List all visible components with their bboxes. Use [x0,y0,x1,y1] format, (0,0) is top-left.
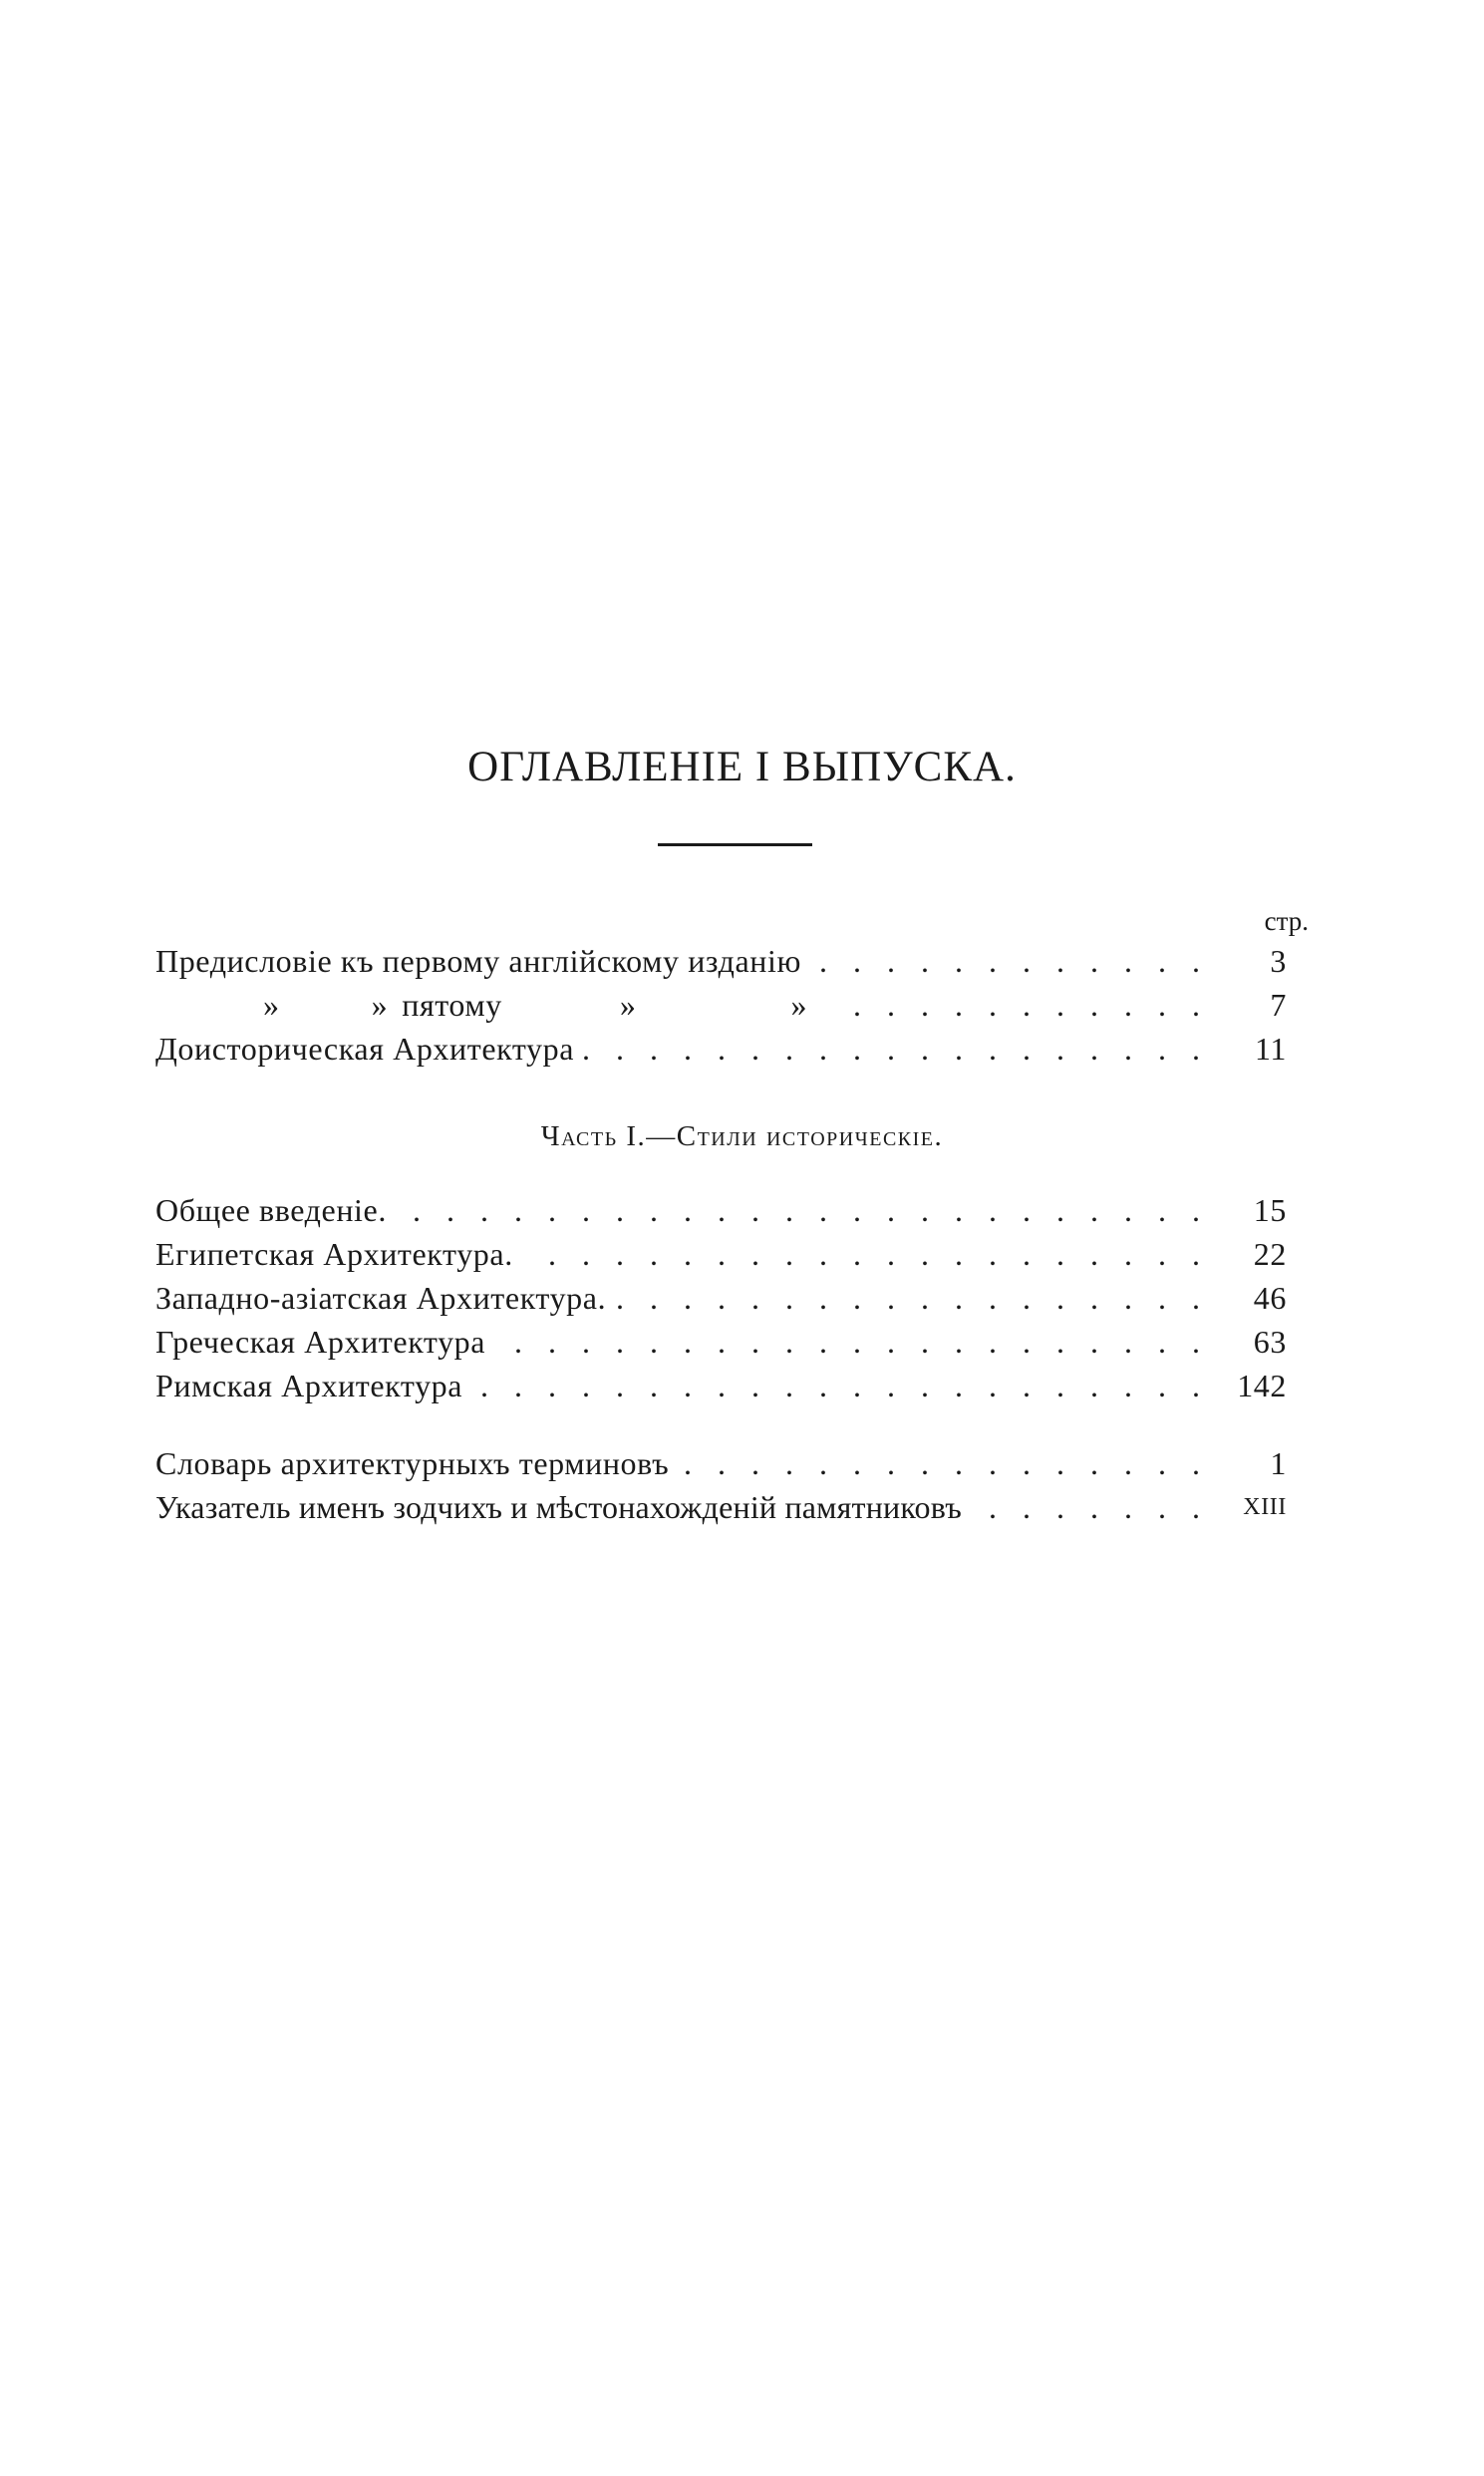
page-title: ОГЛАВЛЕНІЕ I ВЫПУСКА. [467,744,1017,790]
toc-entry-label: Римская Архитектура [155,1368,463,1403]
toc-entry [155,1318,1309,1362]
dot-leader [584,1029,1209,1069]
ditto-mark: » [790,987,808,1023]
dot-leader [495,1322,1209,1362]
toc-entry-label [155,985,807,1025]
toc-entry [155,981,1309,1025]
toc-entry-label: Словарь архитектурныхъ терминовъ [155,1445,670,1481]
toc-entry-page: 63 [1253,1324,1287,1360]
dot-leader [397,1190,1209,1230]
part-heading [0,1118,1484,1154]
part-heading-text: Часть I.—Стили историческіе. [540,1120,944,1152]
toc-entry-page: 46 [1253,1280,1287,1316]
toc-entry-label: Предисловіе къ первому англійскому изданію [155,943,801,979]
toc-entry [155,1483,1309,1527]
toc-entry-page: 15 [1253,1192,1287,1228]
toc-entry [155,1439,1309,1483]
toc-entry-label: Греческая Архитектура [155,1324,486,1360]
toc-appendix-section [155,1439,1309,1527]
ditto-mark: » [371,987,389,1023]
toc-entry-page: XIII [1243,1494,1287,1520]
toc-entry [155,1230,1309,1274]
toc-entry-label: Общее введеніе. [155,1192,387,1228]
toc-entry-label: Египетская Архитектура. [155,1236,513,1272]
toc-entry-page: 1 [1270,1445,1287,1481]
toc-entry-page: 7 [1270,987,1287,1023]
toc-entry [155,1025,1309,1069]
dot-leader [679,1443,1209,1483]
toc-intro-section [155,937,1309,1069]
page-column-label: стр. [1264,906,1309,936]
toc-entry-page: 11 [1254,1031,1287,1067]
toc-entry-label: Западно-азіатская Архитектура. [155,1280,607,1316]
toc-entry-page: 142 [1237,1368,1287,1403]
toc-entry-word: пятому [402,987,502,1023]
ditto-mark: » [263,987,280,1023]
toc-entry-label: Указатель именъ зодчихъ и мѣстонахожденій памятниковъ [155,1489,962,1525]
dot-leader [616,1278,1209,1318]
dot-leader [847,985,1209,1025]
toc-entry-page: 22 [1253,1236,1287,1272]
toc-entry [155,1186,1309,1230]
title-divider [658,843,812,846]
toc-entry-page: 3 [1270,943,1287,979]
dot-leader [972,1487,1209,1527]
toc-part-section [155,1186,1309,1405]
toc-entry-label: Доисторическая Архитектура [155,1031,575,1067]
dot-leader [811,941,1209,981]
toc-entry [155,1362,1309,1405]
dot-leader [472,1366,1209,1405]
toc-entry [155,937,1309,981]
toc-entry [155,1274,1309,1318]
dot-leader [523,1234,1209,1274]
ditto-mark: » [619,987,637,1023]
